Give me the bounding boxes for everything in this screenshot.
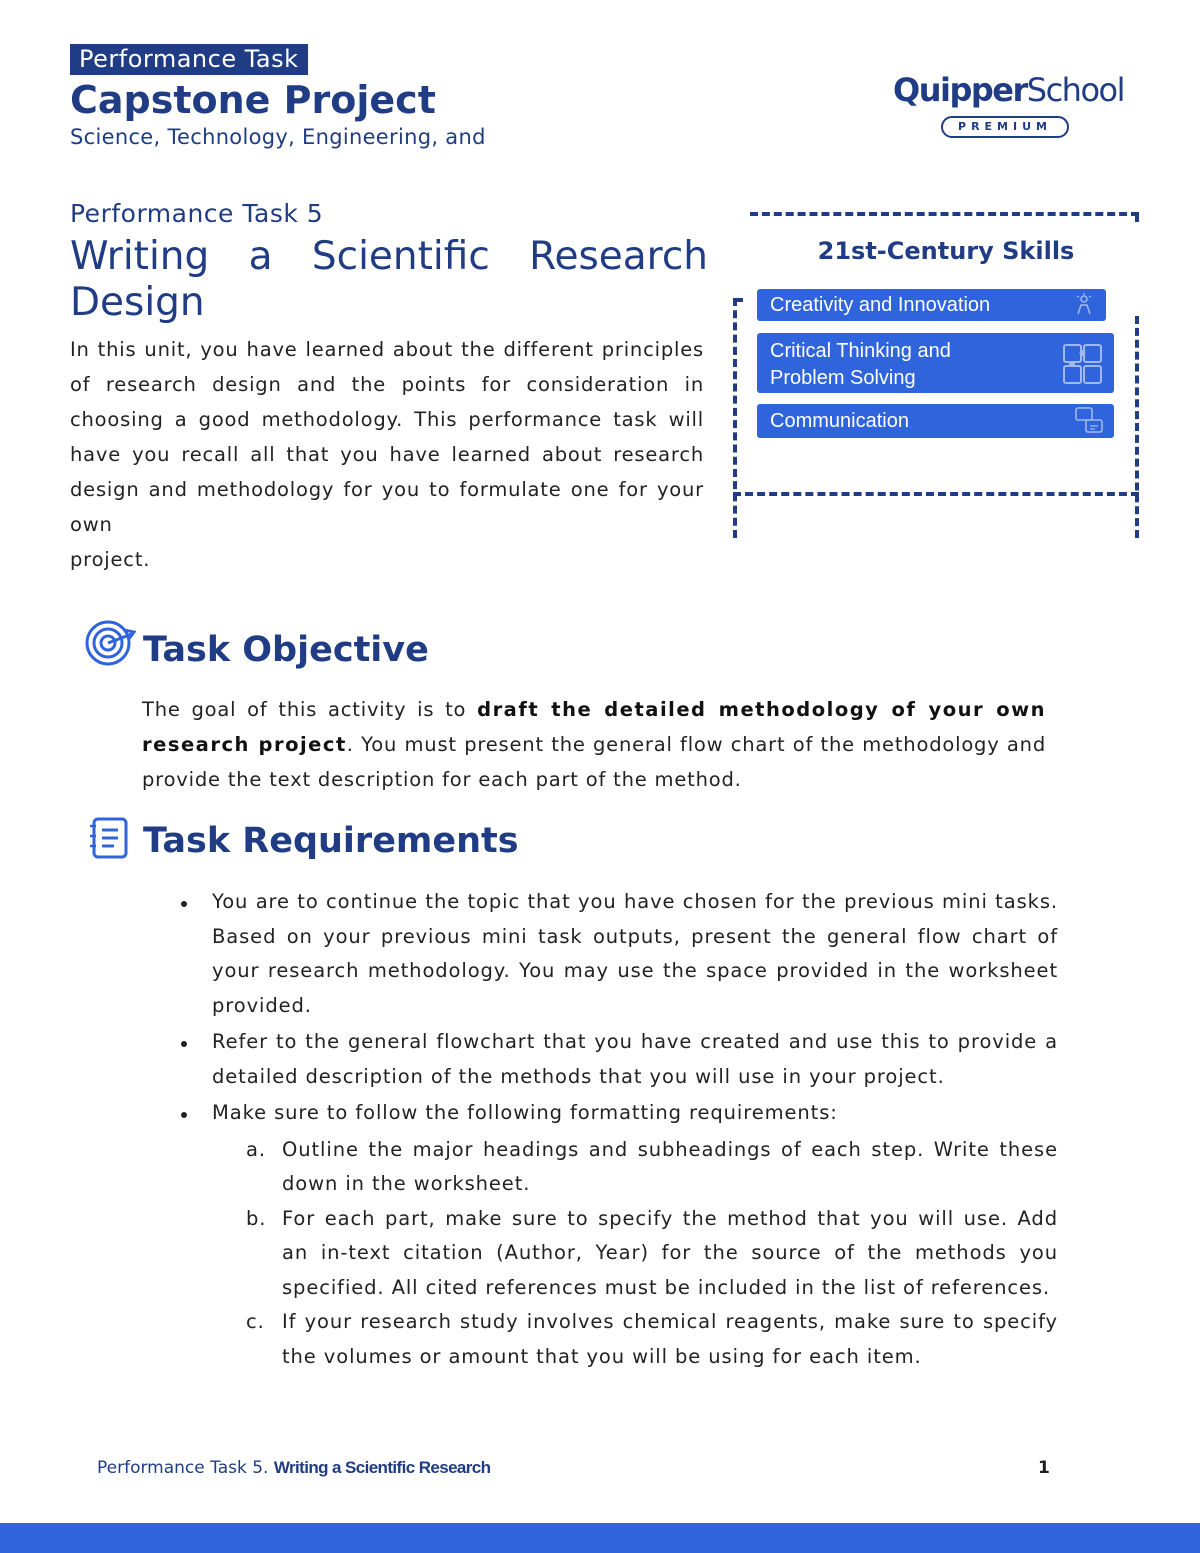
checklist-icon — [88, 816, 130, 860]
sub-text: Outline the major headings and subheadings of each step. Write these down in the worksheet. — [282, 1137, 1058, 1195]
box-border-right — [1135, 316, 1139, 538]
title-word: Writing — [70, 234, 210, 279]
box-border — [1135, 212, 1139, 222]
task-title — [70, 234, 708, 326]
footer-title — [97, 1458, 490, 1478]
chat-icon — [1074, 406, 1104, 436]
subject-line: Science, Technology, Engineering, and — [70, 125, 486, 149]
list-item: You are to continue the topic that you have chosen for the previous mini tasks. Based on your previous mini task outputs, present the general flow chart of your research methodology. You may use the space provided in the worksheet provided. — [212, 885, 1058, 1023]
sub-list-item — [246, 1133, 1058, 1202]
skill-creativity — [757, 289, 1106, 321]
skill-critical-thinking — [757, 333, 1114, 393]
list-item: Make sure to follow the following formatting requirements: — [212, 1096, 1058, 1131]
title-word: a — [248, 234, 273, 279]
skill-label: Communication — [770, 410, 909, 432]
person-idea-icon — [1072, 292, 1096, 318]
footer-bold-title: Writing a Scientific Research — [273, 1458, 491, 1477]
title-line-2: Design — [70, 280, 205, 325]
title-word: Scientific — [311, 234, 490, 279]
title-word: Research — [529, 234, 708, 279]
intro-paragraph — [70, 332, 704, 577]
sub-text: If your research study involves chemical reagents, make sure to specify the volumes or amount that you will be using for each item. — [282, 1310, 1058, 1368]
skill-label: Critical Thinking and — [770, 340, 951, 362]
sub-marker: a. — [246, 1137, 266, 1161]
page-number: 1 — [1038, 1458, 1050, 1478]
sub-text: For each part, make sure to specify the method that you will use. Add an in-text citation (Author, Year) for the source of the methods you specified. All cited references must be included in the list of references. — [282, 1206, 1058, 1299]
performance-task-tag: Performance Task — [70, 44, 308, 75]
logo-regular-text: School — [1026, 71, 1124, 109]
sub-list-item — [246, 1202, 1058, 1306]
skill-communication — [757, 404, 1114, 438]
box-border-bottom — [733, 492, 1139, 496]
target-icon — [84, 618, 136, 668]
requirements-heading: Task Requirements — [143, 821, 519, 861]
skill-label: Creativity and Innovation — [770, 294, 991, 316]
list-item: Refer to the general flowchart that you have created and use this to provide a detailed description of the methods that you will use in your project. — [212, 1025, 1058, 1094]
sub-list-item — [246, 1305, 1058, 1374]
quipper-school-logo — [893, 68, 1124, 140]
skill-label-line2: Problem Solving — [770, 367, 916, 389]
box-border-top — [750, 212, 1139, 216]
box-border-left — [733, 298, 737, 538]
puzzle-icon — [1062, 343, 1104, 387]
skills-box — [733, 212, 1139, 537]
footer-prefix: Performance Task 5. — [97, 1458, 274, 1478]
objective-text-end: . You must present the general flow chart of the methodology and provide the text description for each part of the method. — [142, 733, 1046, 791]
logo-bold-text: Quipper — [893, 71, 1027, 109]
sub-marker: c. — [246, 1310, 265, 1333]
objective-text: The goal of this activity is to — [142, 698, 478, 721]
page-title: Capstone Project — [70, 78, 436, 122]
footer-bar — [0, 1523, 1200, 1553]
objective-heading: Task Objective — [143, 630, 429, 670]
objective-bold-text: draft the detailed methodology of your own research project — [142, 698, 1046, 756]
skills-title: 21st-Century Skills — [817, 237, 1075, 265]
task-number: Performance Task 5 — [70, 199, 324, 228]
requirements-list — [212, 885, 1058, 1374]
intro-text: In this unit, you have learned about the different principles of research design and the points for consideration in choosing a good methodology. This performance task will have you recall all that you have learned about research design and methodology for you to formulate one for your own — [70, 338, 704, 536]
sub-marker: b. — [246, 1206, 267, 1230]
premium-badge: PREMIUM — [941, 116, 1069, 138]
objective-paragraph — [142, 692, 1046, 797]
intro-text-last: project. — [70, 548, 151, 571]
